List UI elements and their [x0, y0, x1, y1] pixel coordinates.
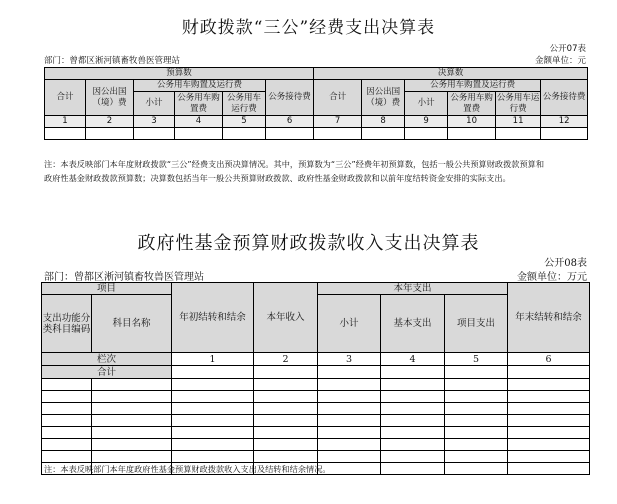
data-cell — [92, 403, 172, 415]
column-label-cell: 栏次 — [42, 353, 172, 366]
table2-unit: 金额单位：万元 — [517, 272, 587, 283]
data-cell — [42, 403, 92, 415]
header-income: 本年收入 — [254, 283, 318, 353]
row-number-cell: 11 — [496, 116, 541, 128]
table-row — [42, 403, 590, 415]
row-number-cell: 6 — [266, 116, 314, 128]
table2-code: 公开08表 — [544, 258, 587, 269]
data-cell — [172, 439, 254, 451]
header-budget: 预算数 — [45, 68, 314, 80]
total-label-cell: 合计 — [42, 366, 172, 379]
data-cell — [314, 128, 362, 140]
data-cell — [254, 439, 318, 451]
table1-department: 部门：曾都区淅河镇畜牧兽医管理站 — [44, 56, 181, 66]
data-cell — [508, 439, 590, 451]
header-final-running: 公务用车运行费 — [496, 93, 540, 114]
data-cell — [254, 391, 318, 403]
data-cell — [223, 128, 266, 140]
table-row — [42, 439, 590, 451]
table-row — [42, 379, 590, 391]
data-cell — [254, 427, 318, 439]
column-number-cell: 3 — [318, 353, 381, 366]
header-item: 项目 — [42, 283, 172, 295]
data-cell — [508, 415, 590, 427]
data-cell — [445, 427, 508, 439]
data-cell — [381, 451, 445, 463]
data-cell — [266, 128, 314, 140]
data-cell — [362, 128, 405, 140]
data-cell — [448, 128, 496, 140]
data-cell — [172, 427, 254, 439]
data-cell — [42, 427, 92, 439]
header-final-total: 合计 — [314, 80, 362, 116]
data-cell — [508, 451, 590, 463]
data-cell — [445, 415, 508, 427]
header-final: 决算数 — [314, 68, 588, 80]
data-cell — [92, 391, 172, 403]
data-cell — [318, 379, 381, 391]
government-fund-table — [41, 282, 590, 475]
data-cell — [508, 463, 590, 475]
data-cell — [254, 366, 318, 379]
data-cell — [541, 128, 588, 140]
data-cell — [381, 463, 445, 475]
data-cell — [175, 128, 223, 140]
header-begin-balance: 年初结转和结余 — [172, 283, 254, 353]
data-cell — [508, 427, 590, 439]
data-cell — [318, 391, 381, 403]
header-final-abroad: 因公出国（境）费 — [362, 80, 405, 116]
data-cell — [381, 391, 445, 403]
header-subject-name: 科目名称 — [92, 295, 172, 353]
table2-note: 注：本表反映部门本年度政府性基金预算财政拨款收入支出及结转和结余情况。 — [44, 464, 331, 474]
column-number-cell: 5 — [445, 353, 508, 366]
header-project: 项目支出 — [445, 295, 508, 353]
data-cell — [381, 427, 445, 439]
data-cell — [254, 379, 318, 391]
header-final-vehicle: 公务用车购置及运行费 — [405, 80, 541, 92]
data-cell — [42, 415, 92, 427]
data-cell — [508, 366, 590, 379]
data-cell — [318, 366, 381, 379]
row-number-cell: 7 — [314, 116, 362, 128]
data-cell — [445, 451, 508, 463]
data-cell — [508, 391, 590, 403]
three-public-expenses-table — [44, 67, 588, 140]
table-row — [42, 415, 590, 427]
row-number-cell: 1 — [45, 116, 86, 128]
row-number-cell: 2 — [86, 116, 134, 128]
table1-unit: 金额单位：元 — [534, 56, 586, 66]
data-cell — [381, 403, 445, 415]
header-budget-abroad: 因公出国（境）费 — [86, 80, 134, 116]
header-budget-running: 公务用车运行费 — [223, 92, 266, 116]
data-cell — [254, 415, 318, 427]
row-number-cell: 10 — [448, 116, 496, 128]
data-cell — [381, 366, 445, 379]
data-cell — [92, 415, 172, 427]
data-cell — [92, 379, 172, 391]
table1-note-line2: 政府性基金财政拨款预算数；决算数包括当年一般公共预算财政拨款、政府性基金财政拨款和以前年度结转资金安排的实际支出。 — [44, 173, 511, 183]
data-cell — [381, 439, 445, 451]
table1-note-line1: 注：本表反映部门本年度财政拨款“三公”经费支出预决算情况。其中，预算数为“三公”经费年初预算数，包括一般公共预算财政拨款预算和 — [44, 159, 545, 169]
data-cell — [92, 439, 172, 451]
data-cell — [445, 403, 508, 415]
data-cell — [496, 128, 541, 140]
data-cell — [254, 403, 318, 415]
header-budget-reception: 公务接待费 — [266, 80, 314, 116]
data-cell — [172, 379, 254, 391]
header-final-reception: 公务接待费 — [541, 80, 588, 116]
header-subtotal: 小计 — [318, 295, 381, 353]
data-cell — [445, 366, 508, 379]
table1-code: 公开07表 — [549, 44, 586, 54]
row-number-cell: 12 — [541, 116, 588, 128]
data-cell — [318, 403, 381, 415]
header-final-subtotal: 小计 — [405, 92, 448, 116]
data-cell — [42, 391, 92, 403]
column-number-cell: 6 — [508, 353, 590, 366]
data-cell — [172, 403, 254, 415]
column-number-cell: 2 — [254, 353, 318, 366]
header-budget-purchase: 公务用车购置费 — [175, 92, 223, 116]
data-cell — [508, 403, 590, 415]
data-cell — [445, 391, 508, 403]
data-cell — [172, 415, 254, 427]
data-cell — [445, 463, 508, 475]
row-number-cell: 4 — [175, 116, 223, 128]
table2-department: 部门：曾都区淅河镇畜牧兽医管理站 — [44, 272, 204, 283]
data-cell — [405, 128, 448, 140]
table-row — [42, 427, 590, 439]
header-budget-vehicle: 公务用车购置及运行费 — [134, 80, 266, 92]
header-final-purchase: 公务用车购置费 — [448, 92, 496, 116]
table1-title: 财政拨款“三公”经费支出决算表 — [181, 18, 436, 38]
data-cell — [172, 366, 254, 379]
header-budget-subtotal: 小计 — [134, 92, 175, 116]
data-cell — [134, 128, 175, 140]
header-expense: 本年支出 — [318, 283, 508, 295]
data-cell — [42, 379, 92, 391]
data-cell — [172, 391, 254, 403]
data-cell — [318, 415, 381, 427]
header-end-balance: 年末结转和结余 — [508, 283, 590, 353]
row-number-cell: 9 — [405, 116, 448, 128]
column-number-cell: 1 — [172, 353, 254, 366]
header-budget-total: 合计 — [45, 80, 86, 116]
table-row — [42, 391, 590, 403]
data-cell — [381, 379, 445, 391]
data-cell — [445, 439, 508, 451]
data-cell — [445, 379, 508, 391]
row-number-cell: 8 — [362, 116, 405, 128]
row-number-cell: 5 — [223, 116, 266, 128]
data-cell — [92, 427, 172, 439]
table2-title: 政府性基金预算财政拨款收入支出决算表 — [137, 233, 480, 254]
column-number-cell: 4 — [381, 353, 445, 366]
data-cell — [508, 379, 590, 391]
data-cell — [318, 427, 381, 439]
header-basic: 基本支出 — [381, 295, 445, 353]
data-cell — [318, 439, 381, 451]
data-cell — [45, 128, 86, 140]
row-number-cell: 3 — [134, 116, 175, 128]
data-cell — [381, 415, 445, 427]
header-func-code: 支出功能分类科目编码 — [42, 295, 92, 353]
data-cell — [42, 439, 92, 451]
data-cell — [86, 128, 134, 140]
